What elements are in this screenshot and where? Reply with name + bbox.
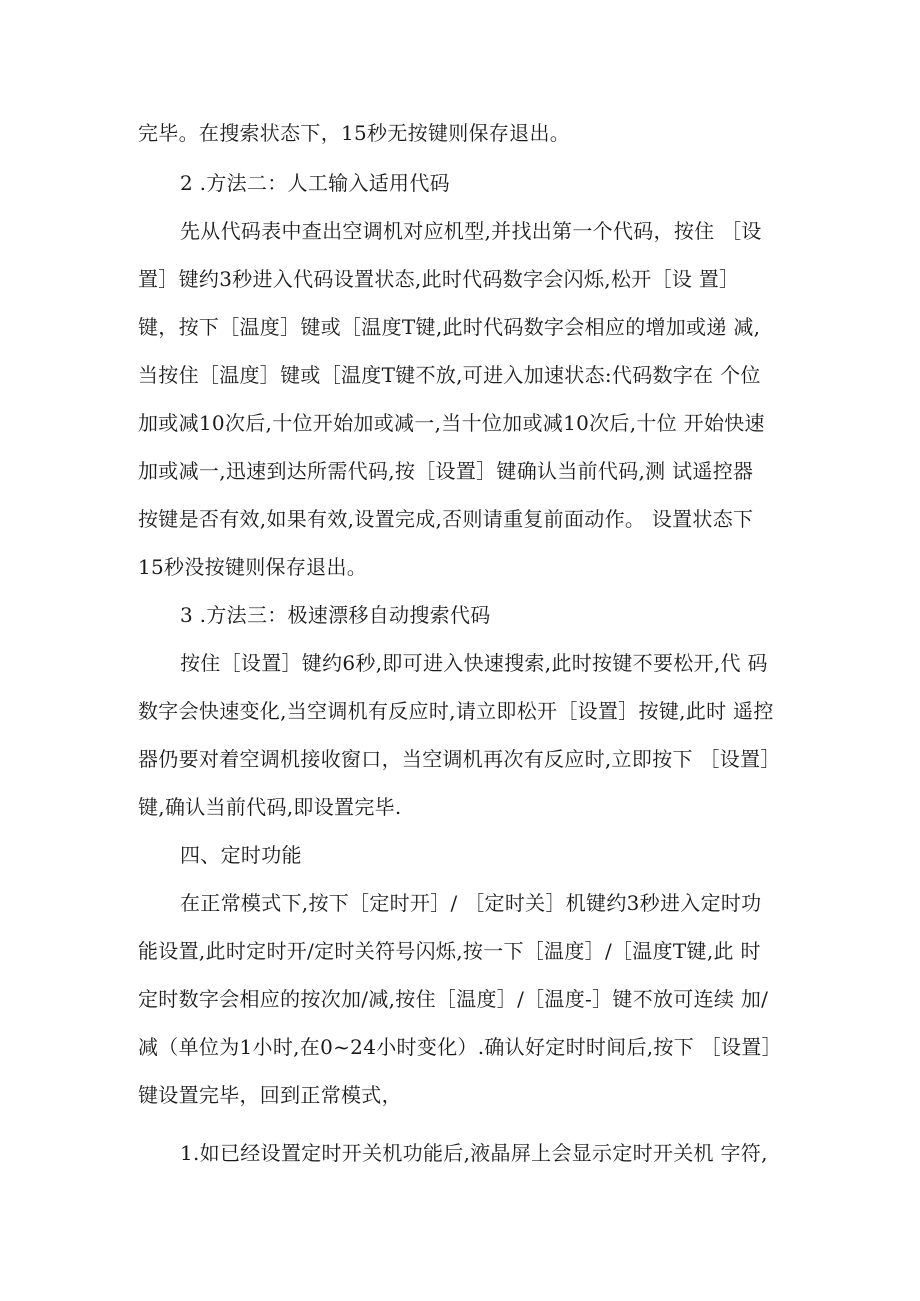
text-line: 定时数字会相应的按次加/减,按住［温度］/［温度-］键不放可连续 加/ (138, 987, 769, 1011)
text-line: 完毕。在搜索状态下，15秒无按键则保存退出。 (138, 121, 571, 145)
text-line: 减（单位为1小时,在0~24小时变化）.确认好定时时间后,按下 ［设置］ (138, 1035, 782, 1059)
text-line: 器仍要对着空调机接收窗口，当空调机再次有反应时,立即按下 ［设置］ (138, 747, 781, 771)
text-line: 能设置,此时定时开/定时关符号闪烁,按一下［温度］/［温度T键,此 时 (138, 939, 761, 963)
text-line: 当按住［温度］键或［温度T键不放,可进入加速状态:代码数字在 个位 (138, 363, 761, 387)
text-line: 加或减一,迅速到达所需代码,按［设置］键确认当前代码,测 试遥控器 (138, 459, 754, 483)
text-line: 加或减10次后,十位开始加或减一,当十位加或减10次后,十位 开始快速 (138, 411, 765, 435)
section-heading: 四、定时功能 (180, 843, 302, 867)
text-line: 1.如已经设置定时开关机功能后,液晶屏上会显示定时开关机 字符, (180, 1141, 768, 1165)
section-heading: 3 .方法三：极速漂移自动搜索代码 (180, 603, 491, 627)
text-line: 键设置完毕，回到正常模式， (138, 1083, 402, 1107)
section-heading: 2 .方法二：人工输入适用代码 (180, 171, 450, 195)
text-line: 15秒没按键则保存退出。 (138, 555, 368, 579)
text-line: 按键是否有效,如果有效,设置完成,否则请重复前面动作。 设置状态下 (138, 507, 754, 531)
text-line: 数字会快速变化,当空调机有反应时,请立即松开［设置］按键,此时 遥控 (138, 699, 774, 723)
text-line: 键，按下［温度］键或［温度T键,此时代码数字会相应的增加或递 减, (138, 315, 761, 339)
text-line: 在正常模式下,按下［定时开］/ ［定时关］机键约3秒进入定时功 (180, 891, 762, 915)
text-line: 键,确认当前代码,即设置完毕. (138, 795, 402, 819)
text-line: 先从代码表中查出空调机对应机型,并找出第一个代码，按住 ［设 (180, 219, 762, 243)
text-line: 按住［设置］键约6秒,即可进入快速搜索,此时按键不要松开,代 码 (180, 651, 768, 675)
text-line: 置］键约3秒进入代码设置状态,此时代码数字会闪烁,松开［设 置］ (138, 267, 740, 291)
